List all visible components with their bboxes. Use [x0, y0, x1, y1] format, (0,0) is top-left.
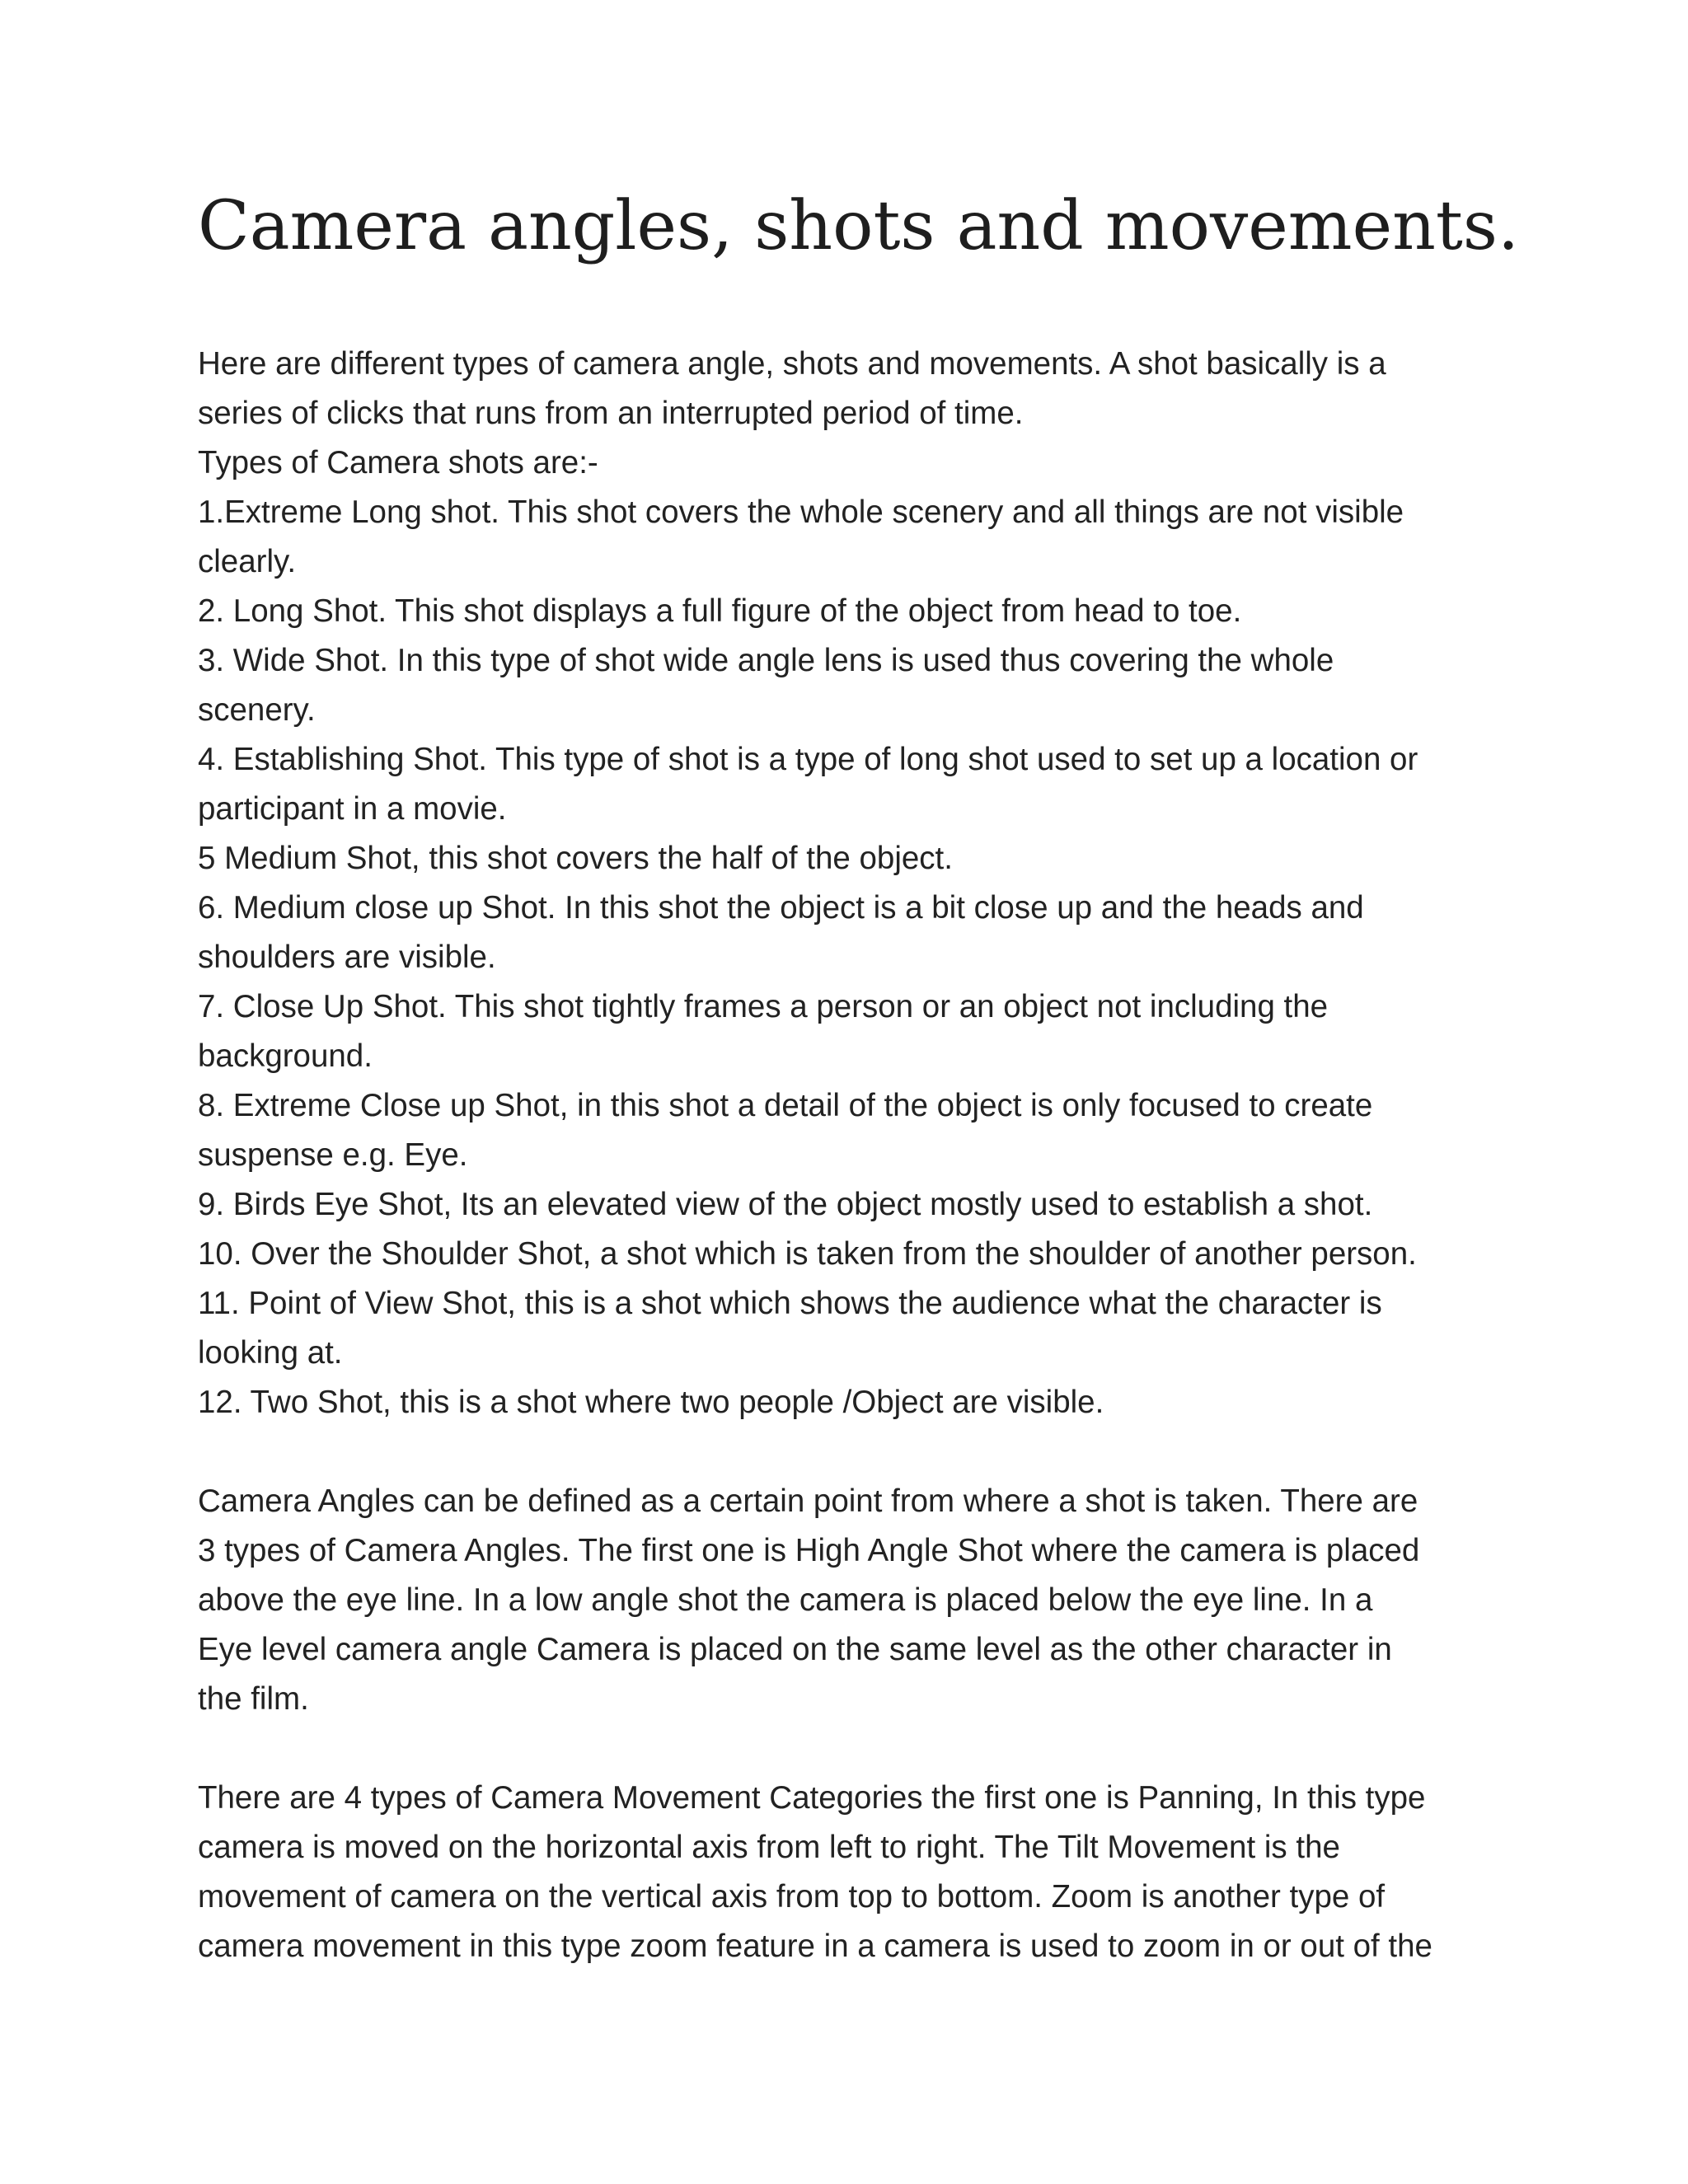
intro-paragraph — [198, 340, 1500, 488]
text-line: camera movement in this type zoom feature in a camera is used to zoom in or out of the — [198, 1929, 1432, 1964]
text-line: the film. — [198, 1681, 309, 1717]
list-item: scenery. — [198, 692, 316, 728]
list-item: looking at. — [198, 1335, 343, 1371]
list-item: suspense e.g. Eye. — [198, 1137, 468, 1173]
list-item: 2. Long Shot. This shot displays a full figure of the object from head to toe. — [198, 593, 1242, 629]
list-item: 3. Wide Shot. In this type of shot wide angle lens is used thus covering the whole — [198, 643, 1334, 678]
list-item: background. — [198, 1038, 373, 1074]
text-line: Here are different types of camera angle, shots and movements. A shot basically is a — [198, 346, 1386, 382]
list-item: 6. Medium close up Shot. In this shot the object is a bit close up and the heads and — [198, 890, 1364, 926]
list-item: shoulders are visible. — [198, 940, 496, 975]
list-item: clearly. — [198, 544, 297, 579]
text-line: There are 4 types of Camera Movement Categories the first one is Panning, In this type — [198, 1780, 1426, 1816]
list-item: 4. Establishing Shot. This type of shot is a type of long shot used to set up a location or — [198, 742, 1418, 777]
list-item: 8. Extreme Close up Shot, in this shot a detail of the object is only focused to create — [198, 1088, 1373, 1123]
shot-types-list — [198, 488, 1500, 1427]
paragraph-gap — [198, 1724, 1500, 1774]
text-line: above the eye line. In a low angle shot the camera is placed below the eye line. In a — [198, 1582, 1373, 1618]
list-item: 1.Extreme Long shot. This shot covers the whole scenery and all things are not visible — [198, 494, 1404, 530]
text-line: Eye level camera angle Camera is placed on the same level as the other character in — [198, 1632, 1392, 1667]
list-item: 12. Two Shot, this is a shot where two people /Object are visible. — [198, 1385, 1104, 1420]
document-title: Camera angles, shots and movements. — [198, 187, 1520, 265]
text-line: movement of camera on the vertical axis from top to bottom. Zoom is another type of — [198, 1879, 1386, 1915]
list-item: participant in a movie. — [198, 791, 507, 827]
text-line: series of clicks that runs from an interrupted period of time. — [198, 396, 1024, 431]
camera-movements-paragraph — [198, 1774, 1500, 1971]
list-item: 7. Close Up Shot. This shot tightly frames a person or an object not including the — [198, 989, 1329, 1024]
text-line: Camera Angles can be defined as a certain point from where a shot is taken. There are — [198, 1483, 1418, 1519]
document-body — [198, 340, 1500, 1971]
list-item: 5 Medium Shot, this shot covers the half of the object. — [198, 841, 953, 876]
list-item: 11. Point of View Shot, this is a shot which shows the audience what the character is — [198, 1286, 1382, 1321]
text-line: camera is moved on the horizontal axis from left to right. The Tilt Movement is the — [198, 1830, 1340, 1865]
list-item: 9. Birds Eye Shot, Its an elevated view of the object mostly used to establish a shot. — [198, 1187, 1373, 1222]
text-line: Types of Camera shots are:- — [198, 445, 598, 480]
camera-angles-paragraph — [198, 1477, 1500, 1724]
list-item: 10. Over the Shoulder Shot, a shot which is taken from the shoulder of another person. — [198, 1236, 1417, 1272]
text-line: 3 types of Camera Angles. The first one is High Angle Shot where the camera is placed — [198, 1533, 1420, 1568]
paragraph-gap — [198, 1427, 1500, 1477]
